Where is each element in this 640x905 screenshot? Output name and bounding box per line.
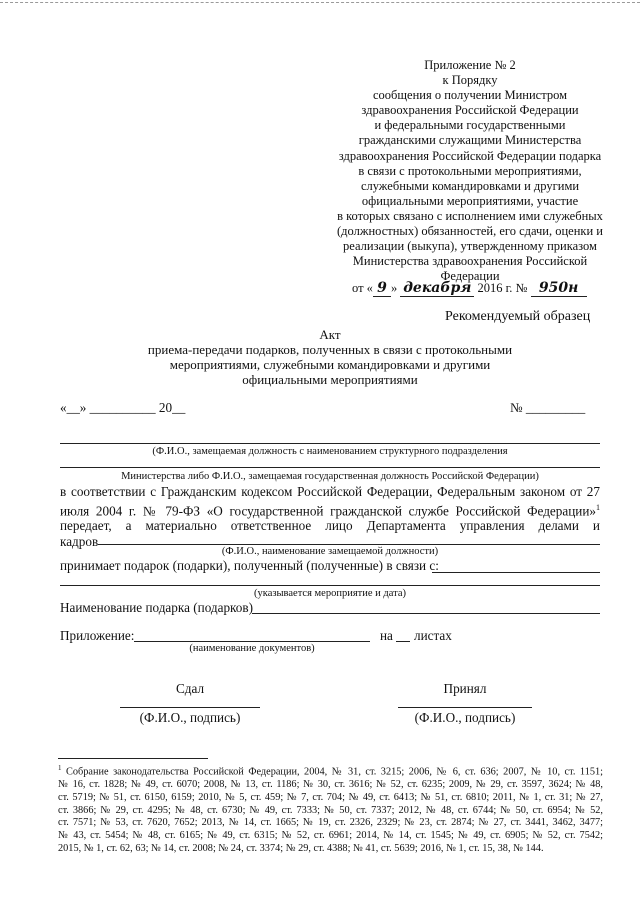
footnote-line: № 43, ст. 5454; № 48, ст. 6165; № 49, ст. 6315; № 52, ст. 6961; 2014, № 14, ст. 1545; № 49, ст. 6905; № 52, ст. 7542; — [58, 829, 603, 841]
footnote-line: 2015, № 1, ст. 62, 63; № 14, ст. 2008; № 24, ст. 3374; № 29, ст. 4388; № 41, ст. 5639; 2016, № 1, ст. 15, 38, № 144. — [58, 842, 544, 854]
attachment-line — [134, 641, 370, 642]
body-line: передает, а материально ответственное лицо Департамента управления делами и — [60, 518, 600, 534]
body-line-text: июля 2004 г. № 79-ФЗ «О государственной гражданской службе Российской Федерации» — [60, 502, 596, 518]
sign-left-line — [120, 707, 260, 708]
footnote-line: ст. 5719; № 51, ст. 6150, 6159; 2010, № 5, ст. 459; № 7, ст. 704; № 49, ст. 6413; № 51, ст. 6810; 2011, № 1, ст. 31; № 27, — [58, 791, 603, 803]
footnote — [58, 762, 603, 855]
caption-sign-right: (Ф.И.О., подпись) — [414, 710, 516, 725]
header-line: служебными командировками и другими — [360, 178, 580, 193]
act-date: «__» __________ 20__ — [60, 400, 186, 415]
ministry-line — [60, 467, 600, 468]
footnote-separator — [58, 758, 208, 759]
order-date — [352, 280, 587, 297]
header-line: сообщения о получении Министром — [372, 88, 568, 103]
header-line: гражданскими служащими Министерства — [358, 133, 582, 148]
handed-label: Сдал — [175, 681, 205, 696]
footnote-text: Собрание законодательства Российской Федерации, 2004, № 31, ст. 3215; 2006, № 6, ст. 636; 2007, № 10, ст. 1151; — [66, 766, 603, 778]
header-line: в связи с протокольными мероприятиями, — [358, 163, 582, 178]
date-month: декабря — [400, 280, 474, 297]
date-year: 2016 г. № — [477, 281, 528, 295]
header-line: Министерства здравоохранения Российской — [352, 254, 588, 269]
caption-documents: (наименование документов) — [189, 643, 315, 654]
sheets-count-line — [396, 641, 410, 642]
footnote-line: № 16, ст. 1828; № 49, ст. 6070; 2008, № 13, ст. 1186; № 30, ст. 3616; № 52, ст. 6235; 2009, № 29, ст. 3597, 3624; № 48, — [58, 779, 603, 791]
header-line: (должностных) обязанностей, его сдачи, оценки и — [336, 224, 603, 239]
header-line: Федерации — [440, 269, 500, 284]
caption-fio-position: (Ф.И.О., замещаемая должность с наименованием структурного подразделения — [152, 446, 508, 457]
title-line: Акт — [319, 327, 341, 342]
act-title — [90, 327, 570, 387]
attachment-label: Приложение: — [60, 628, 135, 643]
footnote-ref: 1 — [596, 502, 600, 512]
header-line: к Порядку — [442, 73, 498, 88]
title-line: официальными мероприятиями — [242, 372, 418, 387]
body-paragraph — [60, 484, 600, 549]
caption-event: (указывается мероприятие и дата) — [254, 588, 406, 599]
date-number: 950н — [531, 280, 587, 297]
body-line: кадров — [60, 533, 99, 549]
header-line: реализации (выкупа), утвержденному приказом — [343, 239, 597, 254]
attachment-sheets: листах — [414, 628, 452, 643]
footnote-line — [58, 762, 603, 779]
accepts-line — [432, 572, 600, 573]
header-line: Приложение № 2 — [424, 58, 516, 72]
footnote-line: ст. 3866; № 29, ст. 4295; № 48, ст. 6730; № 49, ст. 7333; № 50, ст. 7337; 2012, № 48, ст. 6744; № 50, ст. 6954; № 52, — [58, 804, 603, 816]
appendix-header — [300, 58, 640, 284]
event-line — [60, 585, 600, 586]
accepts-text: принимает подарок (подарки), полученный (полученные) в связи с: — [60, 558, 439, 573]
title-line: приема-передачи подарков, полученных в связи с протокольными — [147, 342, 513, 357]
attachment-on: на — [380, 628, 393, 643]
header-line: официальными мероприятиями, участие — [361, 193, 579, 208]
header-line: в которых связано с исполнением ими служебных — [337, 208, 603, 223]
header-line: здравоохранения Российской Федерации — [361, 103, 579, 118]
gift-name-line — [252, 613, 600, 614]
body-line — [60, 500, 600, 519]
sample-label: Рекомендуемый образец — [445, 309, 591, 324]
act-number: № _________ — [510, 400, 586, 415]
scan-edge — [0, 2, 640, 3]
caption-fio-position2: (Ф.И.О., наименование замещаемой должности) — [221, 546, 439, 557]
footnote-line: ст. 7571; № 53, ст. 7620, 7652; 2013, № 14, ст. 1665; № 19, ст. 2326, 2329; № 23, ст. 2874; № 27, ст. 3441, 3462, 3477; — [58, 817, 603, 829]
kadrov-line — [98, 544, 600, 545]
sign-right-line — [398, 707, 532, 708]
date-prefix: от « — [352, 281, 373, 295]
gift-name-label: Наименование подарка (подарков) — [60, 600, 254, 615]
fio-line — [60, 443, 600, 444]
footnote-mark: 1 — [58, 764, 62, 772]
date-day: 9 — [373, 280, 391, 297]
date-mid: » — [390, 281, 398, 295]
received-label: Принял — [443, 681, 487, 696]
header-line: и федеральными государственными — [374, 118, 566, 133]
caption-ministry: Министерства либо Ф.И.О., замещаемая государственная должность Российской Федерации) — [121, 471, 539, 482]
header-line: здравоохранения Российской Федерации подарка — [338, 148, 602, 163]
caption-sign-left: (Ф.И.О., подпись) — [139, 710, 241, 725]
title-line: мероприятиями, служебными командировками и другими — [169, 357, 491, 372]
body-line: в соответствии с Гражданским кодексом Российской Федерации, Федеральным законом от 27 — [60, 484, 600, 499]
